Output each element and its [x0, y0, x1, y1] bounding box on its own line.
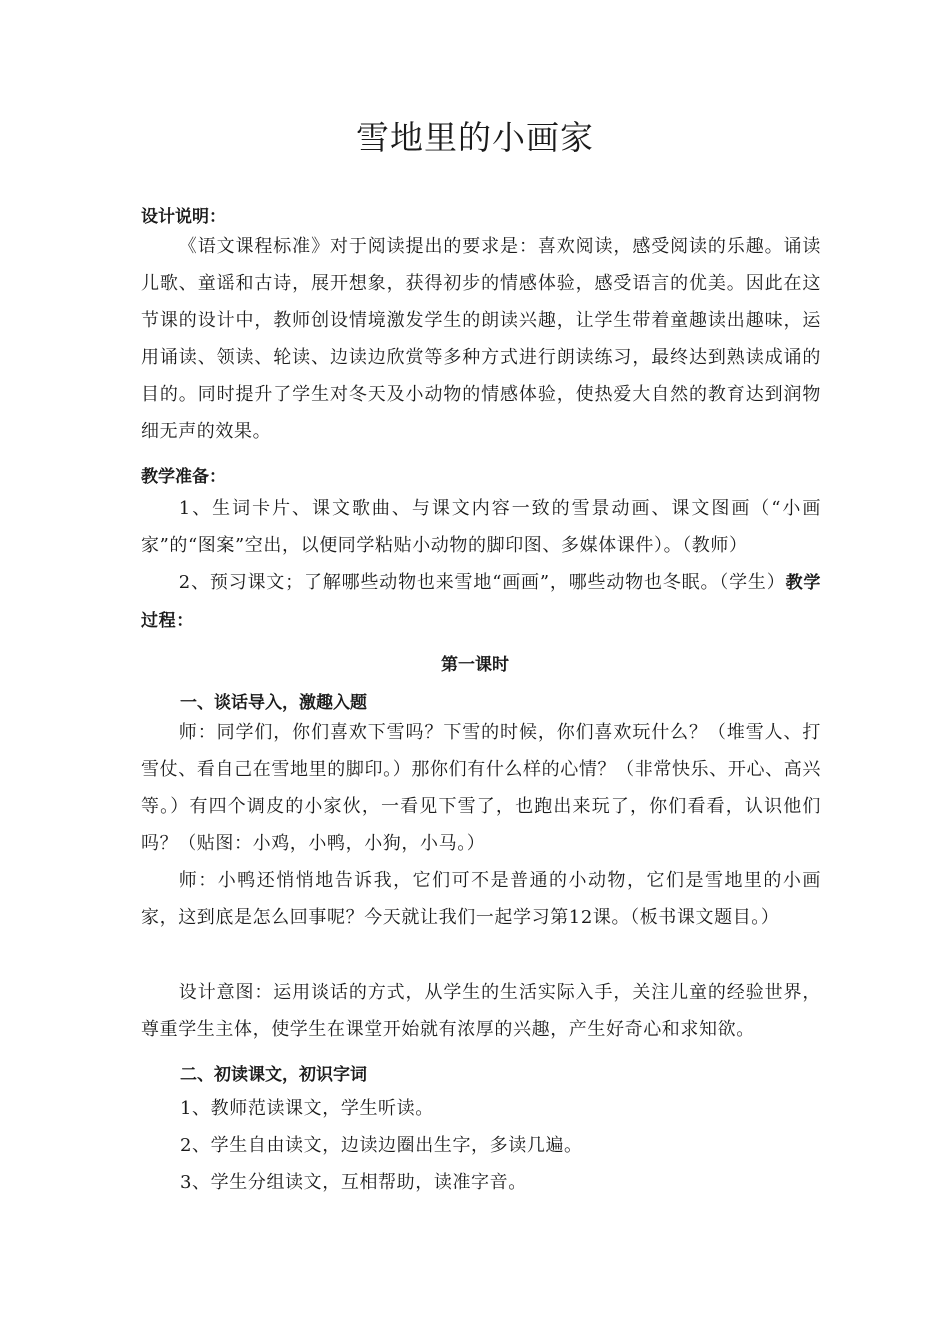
section1-heading: 一、谈话导入，激趣入题 [180, 693, 367, 713]
preparation-item-1: 1、生词卡片、课文歌曲、与课文内容一致的雪景动画、课文图画（“小画家”的“图案”空出，以便同学粘贴小动物的脚印图、多媒体课件）。（教师） [141, 498, 821, 556]
preparation-heading: 教学准备： [141, 467, 226, 487]
preparation-item-2-text: 2、预习课文；了解哪些动物也来雪地“画画”，哪些动物也冬眠。（学生） [178, 572, 786, 593]
design-note-heading: 设计说明： [141, 207, 226, 227]
preparation-item-2 [141, 564, 821, 640]
section1-paragraph-2: 师：小鸭还悄悄地告诉我，它们可不是普通的小动物，它们是雪地里的小画家，这到底是怎么回事呢？今天就让我们一起学习第12课。（板书课文题目。） [141, 870, 821, 928]
section2-step-3: 3、学生分组读文，互相帮助，读准字音。 [180, 1172, 527, 1193]
section2-step-2: 2、学生自由读文，边读边圈出生字，多读几遍。 [180, 1135, 583, 1156]
section1-paragraph-1: 师：同学们，你们喜欢下雪吗？下雪的时候，你们喜欢玩什么？（堆雪人、打雪仗、看自己在雪地里的脚印。）那你们有什么样的心情？（非常快乐、开心、高兴等。）有四个调皮的小家伙，一看见下雪了，也跑出来玩了，你们看看，认识他们吗？（贴图：小鸡，小鸭，小狗，小马。） [141, 722, 821, 854]
design-note-paragraph: 《语文课程标准》对于阅读提出的要求是：喜欢阅读，感受阅读的乐趣。诵读儿歌、童谣和古诗，展开想象，获得初步的情感体验，感受语言的优美。因此在这节课的设计中，教师创设情境激发学生的朗读兴趣，让学生带着童趣读出趣味，运用诵读、领读、轮读、边读边欣赏等多种方式进行朗读练习，最终达到熟读成诵的目的。同时提升了学生对冬天及小动物的情感体验，使热爱大自然的教育达到润物细无声的效果。 [141, 236, 821, 442]
process-heading: 教学过程： [141, 573, 821, 631]
section2-heading: 二、初读课文，初识字词 [180, 1065, 367, 1085]
lesson-heading: 第一课时 [441, 655, 509, 675]
document-title: 雪地里的小画家 [356, 118, 594, 157]
section2-step-1: 1、教师范读课文，学生听读。 [180, 1098, 434, 1119]
section1-design-intent: 设计意图：运用谈话的方式，从学生的生活实际入手，关注儿童的经验世界，尊重学生主体，使学生在课堂开始就有浓厚的兴趣，产生好奇心和求知欲。 [141, 982, 821, 1040]
